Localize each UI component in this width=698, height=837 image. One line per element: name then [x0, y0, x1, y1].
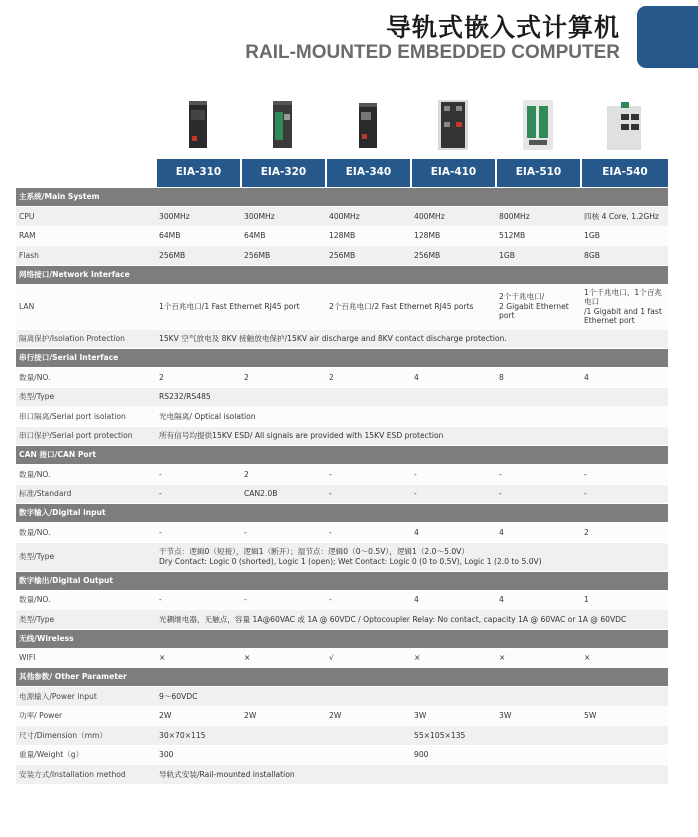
- table-row: [16, 590, 668, 610]
- table-row: [16, 484, 668, 504]
- cell: 300MHz: [156, 207, 241, 227]
- cell: -: [411, 465, 496, 485]
- section-other-parameter: 其他参数/ Other Parameter: [16, 668, 668, 687]
- row-label: CPU: [16, 207, 156, 227]
- cell: -: [156, 590, 241, 610]
- cell: 800MHz: [496, 207, 581, 227]
- cell: 四核 4 Core, 1.2GHz: [581, 207, 668, 227]
- cell: 300MHz: [241, 207, 326, 227]
- cell: 4: [496, 523, 581, 543]
- cell: 64MB: [156, 226, 241, 246]
- cell: -: [156, 465, 241, 485]
- cell: 光耦继电器，无触点，容量 1A@60VAC 或 1A @ 60VDC / Optocoupler Relay: No contact, capacity 1A @ 60VAC or 1A @ 60VDC: [156, 610, 668, 630]
- model-eia-540: EIA-540: [581, 159, 668, 188]
- cell: -: [411, 484, 496, 504]
- cell: 128MB: [326, 226, 411, 246]
- page-title-en: RAIL-MOUNTED EMBEDDED COMPUTER: [245, 42, 620, 63]
- cell: 2W: [241, 706, 326, 726]
- cell: 512MB: [496, 226, 581, 246]
- page-title-zh: 导轨式嵌入式计算机: [385, 13, 620, 42]
- cell: 4: [581, 368, 668, 388]
- cell: 1GB: [581, 226, 668, 246]
- cell: -: [496, 465, 581, 485]
- section-digital-output: 数字输出/Digital Output: [16, 571, 668, 590]
- cell-line-en: Dry Contact: Logic 0 (shorted), Logic 1 (open); Wet Contact: Logic 0 (0 to 0.5V), Logic 1 (2.0 to 5.0V): [159, 556, 542, 566]
- cell: -: [241, 523, 326, 543]
- cell: 4: [411, 368, 496, 388]
- row-label: RAM: [16, 226, 156, 246]
- table-row: [16, 226, 668, 246]
- cell: 1个千兆电口、1个百兆电口 /1 Gigabit and 1 fast Ethernet port: [581, 284, 668, 329]
- empty-corner-cell: [16, 159, 156, 188]
- table-row: [16, 610, 668, 630]
- cell: ×: [496, 648, 581, 668]
- model-eia-310: EIA-310: [156, 159, 241, 188]
- table-row: [16, 745, 668, 765]
- cell: 256MB: [241, 246, 326, 266]
- cell: 400MHz: [326, 207, 411, 227]
- section-network-interface: 网络接口/Network Interface: [16, 265, 668, 284]
- row-label: Flash: [16, 246, 156, 266]
- row-label: 数量/NO.: [16, 590, 156, 610]
- cell: 2: [156, 368, 241, 388]
- cell: 8: [496, 368, 581, 388]
- cell: 4: [411, 590, 496, 610]
- table-row: [16, 387, 668, 407]
- cell: 256MB: [326, 246, 411, 266]
- cell: 900: [411, 745, 668, 765]
- cell: RS232/RS485: [156, 387, 668, 407]
- section-wireless: 无线/Wireless: [16, 629, 668, 648]
- cell: 30×70×115: [156, 726, 411, 746]
- row-label: 安装方式/Installation method: [16, 765, 156, 785]
- product-eia-310-image: [156, 92, 241, 158]
- cell: [156, 542, 668, 571]
- brand-tab: [637, 6, 698, 68]
- cell: -: [326, 523, 411, 543]
- cell: ×: [581, 648, 668, 668]
- table-row: [16, 706, 668, 726]
- cell: 15KV 空气放电及 8KV 接触放电保护/15KV air discharge and 8KV contact discharge protection.: [156, 329, 668, 349]
- cell: 2: [581, 523, 668, 543]
- table-row: [16, 207, 668, 227]
- cell: 256MB: [156, 246, 241, 266]
- cell: 2W: [326, 706, 411, 726]
- table-row: [16, 246, 668, 266]
- cell: 2个百兆电口/2 Fast Ethernet RJ45 ports: [326, 284, 496, 329]
- table-row: [16, 284, 668, 329]
- cell: 3W: [411, 706, 496, 726]
- table-row: [16, 407, 668, 427]
- cell: -: [496, 484, 581, 504]
- row-label: 类型/Type: [16, 610, 156, 630]
- product-images: [16, 92, 668, 158]
- section-serial-interface: 串行接口/Serial Interface: [16, 349, 668, 368]
- cell: 256MB: [411, 246, 496, 266]
- cell: -: [156, 523, 241, 543]
- section-digital-input: 数字输入/Digital input: [16, 504, 668, 523]
- cell: 所有信号均提供15KV ESD/ All signals are provided with 15KV ESD protection: [156, 426, 668, 446]
- cell: 64MB: [241, 226, 326, 246]
- row-label: 数量/NO.: [16, 523, 156, 543]
- cell: 9～60VDC: [156, 687, 668, 707]
- table-row: [16, 523, 668, 543]
- row-label: 尺寸/Dimension（mm）: [16, 726, 156, 746]
- table-row: [16, 426, 668, 446]
- table-row: [16, 687, 668, 707]
- row-label: 标准/Standard: [16, 484, 156, 504]
- cell: ×: [241, 648, 326, 668]
- cell: 2: [241, 465, 326, 485]
- row-label: 数量/NO.: [16, 368, 156, 388]
- cell: 5W: [581, 706, 668, 726]
- table-row: [16, 765, 668, 785]
- cell: 8GB: [581, 246, 668, 266]
- cell: 55×105×135: [411, 726, 668, 746]
- cell: -: [326, 484, 411, 504]
- model-eia-340: EIA-340: [326, 159, 411, 188]
- product-eia-340-image: [326, 92, 411, 158]
- cell: 光电隔离/ Optical isolation: [156, 407, 668, 427]
- cell: -: [156, 484, 241, 504]
- table-row: [16, 465, 668, 485]
- cell: -: [326, 590, 411, 610]
- model-eia-410: EIA-410: [411, 159, 496, 188]
- row-label: LAN: [16, 284, 156, 329]
- cell: 3W: [496, 706, 581, 726]
- cell: -: [241, 590, 326, 610]
- cell: 2: [241, 368, 326, 388]
- cell: -: [581, 465, 668, 485]
- product-eia-510-image: [496, 92, 581, 158]
- cell: 导轨式安装/Rail-mounted installation: [156, 765, 668, 785]
- cell: 2个千兆电口/ 2 Gigabit Ethernet port: [496, 284, 581, 329]
- model-eia-510: EIA-510: [496, 159, 581, 188]
- table-row: [16, 726, 668, 746]
- product-eia-320-image: [241, 92, 326, 158]
- spec-table: [16, 159, 668, 785]
- cell: 4: [496, 590, 581, 610]
- cell: 1: [581, 590, 668, 610]
- cell: -: [581, 484, 668, 504]
- cell: 128MB: [411, 226, 496, 246]
- row-label: 串口隔离/Serial port isolation: [16, 407, 156, 427]
- row-label: WIFI: [16, 648, 156, 668]
- row-label: 类型/Type: [16, 387, 156, 407]
- cell-line-zh: 干节点：逻辑0（短接），逻辑1（断开）；湿节点：逻辑0（0～0.5V），逻辑1（2.0～5.0V）: [159, 547, 469, 556]
- cell: 300: [156, 745, 411, 765]
- product-eia-410-image: [411, 92, 496, 158]
- section-can-port: CAN 接口/CAN Port: [16, 446, 668, 465]
- row-label: 电源输入/Power input: [16, 687, 156, 707]
- cell: CAN2.0B: [241, 484, 326, 504]
- table-row: [16, 329, 668, 349]
- cell: 1GB: [496, 246, 581, 266]
- row-label: 重量/Weight（g）: [16, 745, 156, 765]
- cell: 2W: [156, 706, 241, 726]
- cell: 400MHz: [411, 207, 496, 227]
- table-row: [16, 368, 668, 388]
- cell: ×: [156, 648, 241, 668]
- model-header-row: [16, 159, 668, 188]
- row-label: 类型/Type: [16, 542, 156, 571]
- model-eia-320: EIA-320: [241, 159, 326, 188]
- cell: 4: [411, 523, 496, 543]
- cell: -: [326, 465, 411, 485]
- cell: 1个百兆电口/1 Fast Ethernet RJ45 port: [156, 284, 326, 329]
- section-main-system: 主系统/Main System: [16, 188, 668, 207]
- row-label: 数量/NO.: [16, 465, 156, 485]
- product-eia-540-image: [581, 92, 666, 158]
- row-label: 隔离保护/Isolation Protection: [16, 329, 156, 349]
- cell: √: [326, 648, 411, 668]
- cell: 2: [326, 368, 411, 388]
- table-row: [16, 542, 668, 571]
- row-label: 串口保护/Serial port protection: [16, 426, 156, 446]
- table-row: [16, 648, 668, 668]
- row-label: 功率/ Power: [16, 706, 156, 726]
- cell: ×: [411, 648, 496, 668]
